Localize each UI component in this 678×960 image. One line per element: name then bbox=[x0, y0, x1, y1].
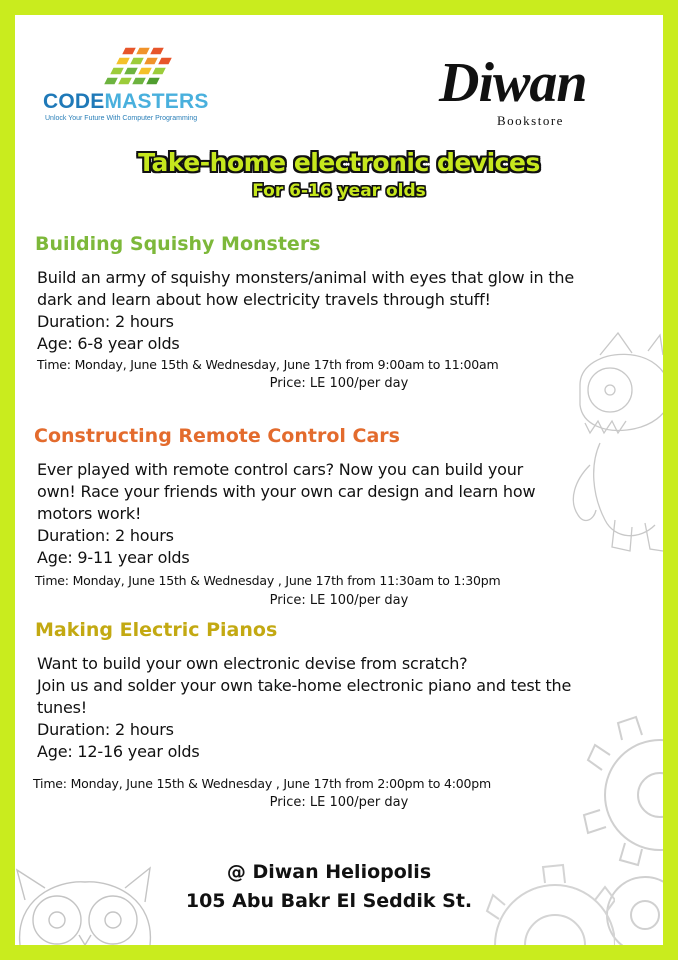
workshop-2-age: Age: 9-11 year olds bbox=[37, 548, 190, 567]
workshop-1-time: Time: Monday, June 15th & Wednesday, June 17th from 9:00am to 11:00am bbox=[37, 357, 499, 372]
codemasters-logo bbox=[43, 45, 243, 135]
cube-logo-icon bbox=[103, 45, 179, 91]
workshop-1-duration: Duration: 2 hours bbox=[37, 312, 174, 331]
workshop-1-desc-line-1: Build an army of squishy monsters/animal with eyes that glow in the bbox=[37, 268, 575, 287]
workshop-3-price: Price: LE 100/per day bbox=[269, 795, 409, 810]
workshop-2-desc-line-1: Ever played with remote control cars? Now you can build your bbox=[37, 460, 524, 479]
poster-title: Take-home electronic devices bbox=[138, 148, 540, 177]
location-line-2: 105 Abu Bakr El Seddik St. bbox=[185, 890, 473, 912]
workshop-1-price: Price: LE 100/per day bbox=[269, 376, 409, 391]
monster-sketch-icon bbox=[560, 315, 663, 555]
workshop-3-duration: Duration: 2 hours bbox=[37, 720, 174, 739]
workshop-3-desc-line-3: tunes! bbox=[37, 698, 87, 717]
workshop-2-desc-line-3: motors work! bbox=[37, 504, 142, 523]
workshop-3-title: Making Electric Pianos bbox=[35, 619, 278, 641]
poster bbox=[15, 15, 663, 945]
workshop-2-desc-line-2: own! Race your friends with your own car design and learn how bbox=[37, 482, 536, 501]
codemasters-masters-text: MASTERS bbox=[104, 90, 209, 113]
codemasters-tagline: Unlock Your Future With Computer Programming bbox=[45, 115, 198, 122]
workshop-3-desc-line-2: Join us and solder your own take-home electronic piano and test the bbox=[37, 676, 572, 695]
poster-subtitle: For 6-16 year olds bbox=[252, 181, 426, 201]
workshop-1-age: Age: 6-8 year olds bbox=[37, 334, 180, 353]
workshop-2-time: Time: Monday, June 15th & Wednesday , June 17th from 11:30am to 1:30pm bbox=[35, 573, 501, 588]
diwan-logo bbox=[439, 53, 639, 135]
location-line-1: @ Diwan Heliopolis bbox=[226, 861, 432, 883]
workshop-2-price: Price: LE 100/per day bbox=[269, 593, 409, 608]
workshop-2-duration: Duration: 2 hours bbox=[37, 526, 174, 545]
workshop-2-title: Constructing Remote Control Cars bbox=[34, 425, 400, 447]
workshop-1-desc-line-2: dark and learn about how electricity travels through stuff! bbox=[37, 290, 491, 309]
workshop-3-time: Time: Monday, June 15th & Wednesday , June 17th from 2:00pm to 4:00pm bbox=[33, 776, 491, 791]
codemasters-wordmark bbox=[43, 90, 209, 114]
diwan-wordmark: Diwan bbox=[439, 52, 587, 114]
workshop-3-age: Age: 12-16 year olds bbox=[37, 742, 200, 761]
codemasters-code-text: CODE bbox=[43, 90, 105, 113]
workshop-3-desc-line-1: Want to build your own electronic devise from scratch? bbox=[37, 654, 468, 673]
workshop-1-title: Building Squishy Monsters bbox=[35, 233, 321, 255]
diwan-subtitle: Bookstore bbox=[497, 113, 564, 128]
